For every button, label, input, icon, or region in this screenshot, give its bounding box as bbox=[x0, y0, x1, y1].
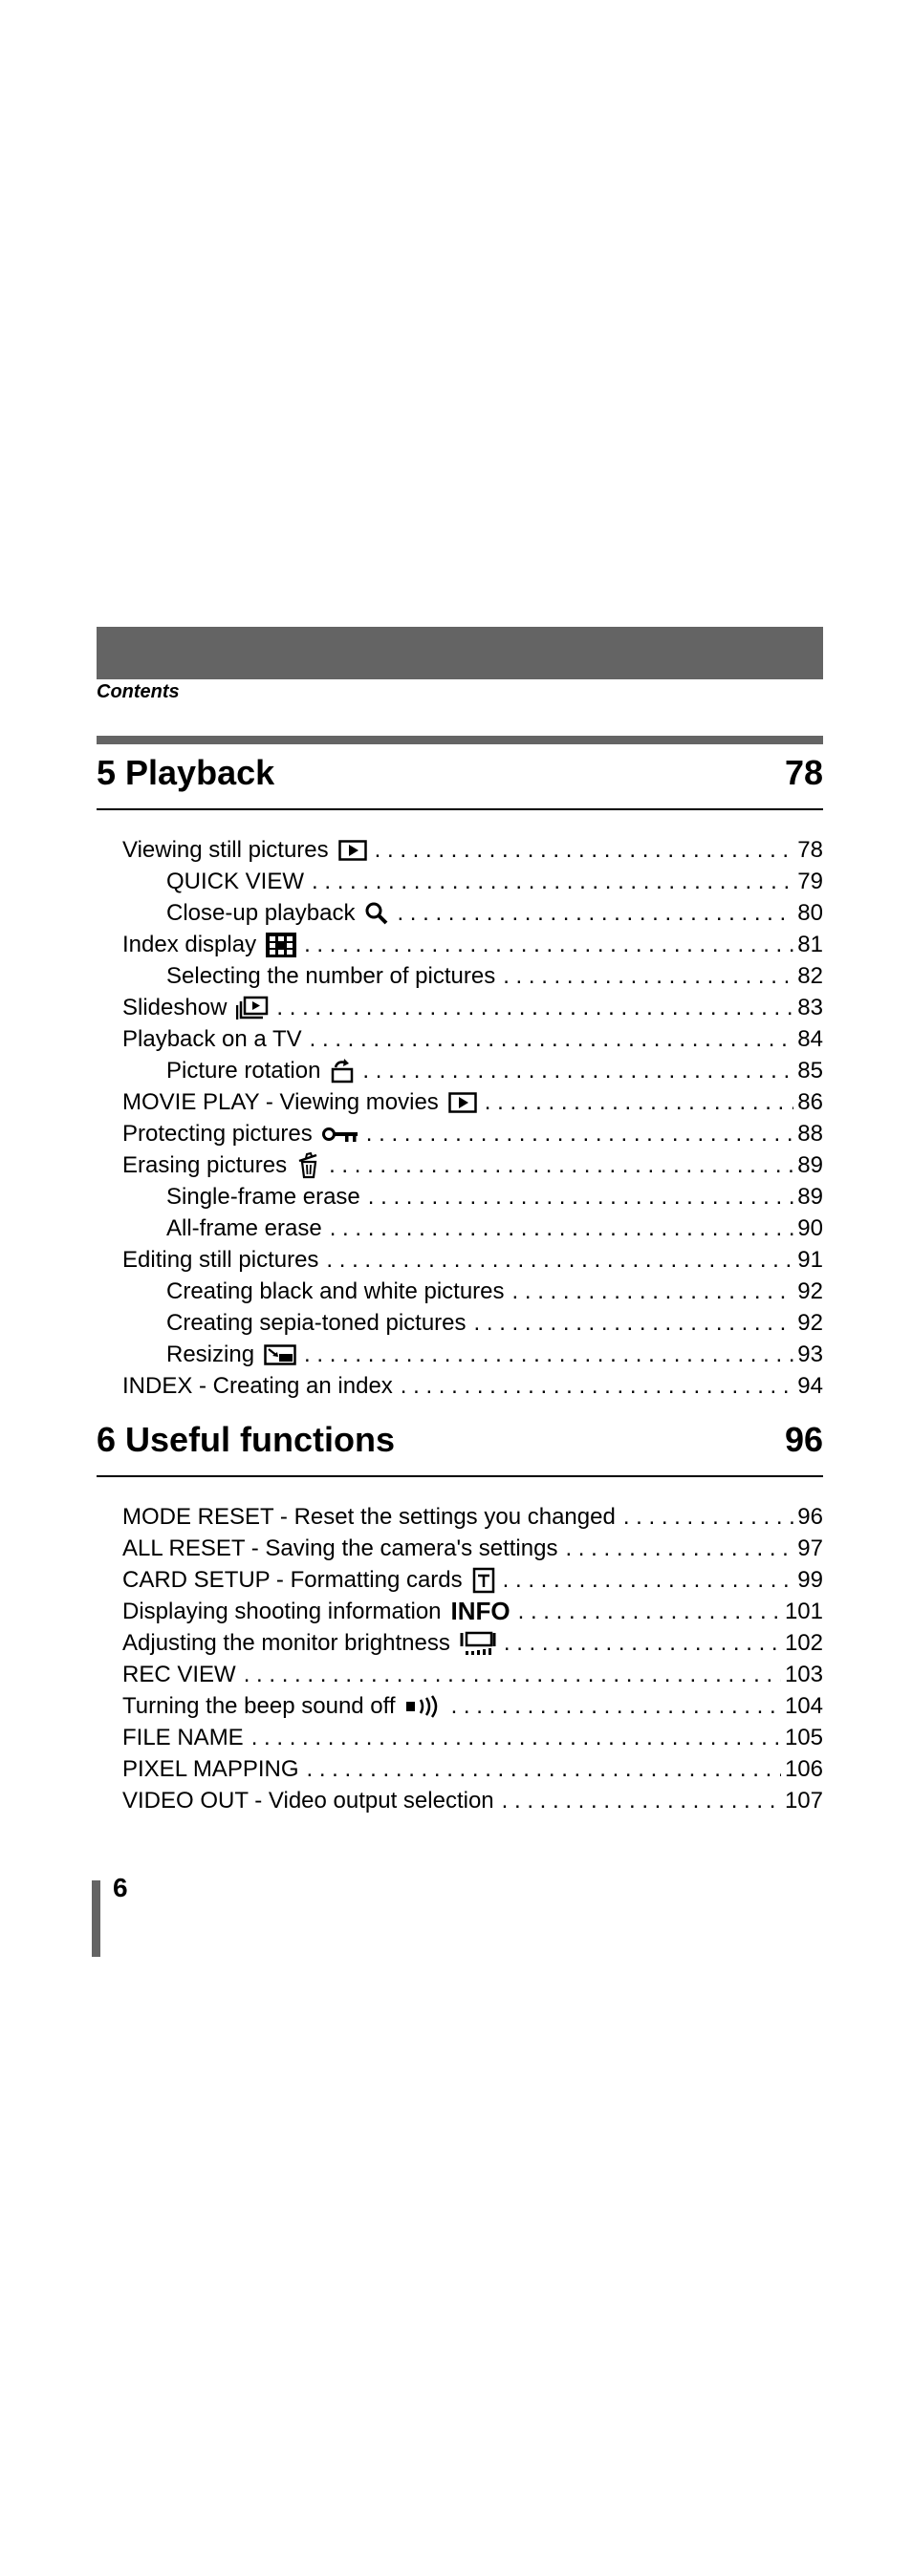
toc-entry-page: 99 bbox=[797, 1567, 823, 1593]
toc-entry-label: MODE RESET - Reset the settings you changed bbox=[122, 1504, 616, 1530]
dot-leader bbox=[244, 1659, 781, 1690]
toc-entry-label: Protecting pictures bbox=[122, 1121, 313, 1147]
toc-entry-label: Erasing pictures bbox=[122, 1152, 288, 1178]
toc-entry[interactable] bbox=[122, 1181, 823, 1213]
toc-entry-label: VIDEO OUT - Video output selection bbox=[122, 1788, 494, 1814]
toc-entry[interactable] bbox=[122, 1596, 823, 1627]
toc-entry[interactable] bbox=[122, 1149, 823, 1181]
resize-icon bbox=[264, 1344, 296, 1365]
toc-entry[interactable] bbox=[122, 866, 823, 897]
dot-leader bbox=[375, 834, 794, 866]
dot-leader bbox=[362, 1055, 793, 1086]
monitor-brightness-icon bbox=[460, 1630, 496, 1657]
toc-entry-page: 90 bbox=[797, 1215, 823, 1241]
dot-leader bbox=[518, 1596, 781, 1627]
toc-entry[interactable] bbox=[122, 1785, 823, 1816]
trash-icon bbox=[296, 1152, 321, 1179]
toc-entry[interactable] bbox=[122, 1307, 823, 1339]
dot-leader bbox=[326, 1244, 793, 1276]
toc-entry-label: Creating black and white pictures bbox=[166, 1278, 505, 1304]
dot-leader bbox=[401, 1370, 794, 1402]
toc-entry[interactable] bbox=[122, 1023, 823, 1055]
beep-sound-icon bbox=[405, 1695, 444, 1718]
toc-entry-label: Playback on a TV bbox=[122, 1026, 302, 1052]
toc-entry-label: INDEX - Creating an index bbox=[122, 1373, 393, 1399]
toc-entry-label: REC VIEW bbox=[122, 1662, 236, 1687]
info-icon-text: INFO bbox=[450, 1597, 510, 1625]
toc-entry-page: 97 bbox=[797, 1535, 823, 1561]
page-number-bar bbox=[92, 1880, 100, 1957]
toc-entry-label: Selecting the number of pictures bbox=[166, 963, 496, 989]
toc-entry-page: 82 bbox=[797, 963, 823, 989]
toc-entry-label: Turning the beep sound off bbox=[122, 1693, 396, 1719]
dot-leader bbox=[565, 1533, 793, 1564]
toc-entry-label: Adjusting the monitor brightness bbox=[122, 1630, 450, 1656]
toc-entry[interactable] bbox=[122, 1276, 823, 1307]
toc-entry-page: 103 bbox=[784, 1662, 823, 1687]
slideshow-icon bbox=[236, 996, 269, 1020]
toc-entry-page: 79 bbox=[797, 869, 823, 894]
toc-entry-page: 89 bbox=[797, 1152, 823, 1178]
toc-entry-label: FILE NAME bbox=[122, 1725, 244, 1750]
toc-entry[interactable] bbox=[122, 834, 823, 866]
dot-leader bbox=[368, 1181, 794, 1213]
section-rule bbox=[97, 1475, 823, 1477]
toc-entry-label: Picture rotation bbox=[166, 1058, 321, 1084]
toc-entry-page: 84 bbox=[797, 1026, 823, 1052]
toc-entry-page: 80 bbox=[797, 900, 823, 926]
toc-entry-label: Viewing still pictures bbox=[122, 837, 329, 863]
toc-entry[interactable] bbox=[122, 1564, 823, 1596]
toc-entry-page: 94 bbox=[797, 1373, 823, 1399]
section-title: 6 Useful functions bbox=[97, 1420, 396, 1459]
index-grid-icon bbox=[266, 933, 296, 957]
section-heading bbox=[97, 1420, 823, 1460]
toc-entry[interactable] bbox=[122, 1690, 823, 1722]
section-page: 96 bbox=[784, 1420, 823, 1459]
toc-entry-label: Close-up playback bbox=[166, 900, 356, 926]
dot-leader bbox=[312, 866, 793, 897]
toc-entry-page: 93 bbox=[797, 1342, 823, 1367]
toc-entry-label: ALL RESET - Saving the camera's settings bbox=[122, 1535, 558, 1561]
toc-entry-label: Resizing bbox=[166, 1342, 255, 1367]
toc-entry-label: Index display bbox=[122, 932, 257, 957]
key-icon bbox=[322, 1126, 358, 1143]
dot-leader bbox=[503, 1564, 794, 1596]
section-title: 5 Playback bbox=[97, 753, 275, 792]
dot-leader bbox=[366, 1118, 794, 1149]
toc-entry-page: 92 bbox=[797, 1310, 823, 1336]
toc-entry-page: 102 bbox=[784, 1630, 823, 1656]
info-icon bbox=[451, 1596, 510, 1627]
dot-leader bbox=[474, 1307, 794, 1339]
toc-entry-label: Editing still pictures bbox=[122, 1247, 319, 1273]
toc-entry-label: PIXEL MAPPING bbox=[122, 1756, 299, 1782]
toc-list-useful-functions bbox=[122, 1501, 823, 1816]
section-rule bbox=[97, 808, 823, 810]
toc-entry[interactable] bbox=[122, 1370, 823, 1402]
toc-entry[interactable] bbox=[122, 897, 823, 929]
play-icon bbox=[448, 1092, 477, 1113]
toc-entry-label: Creating sepia-toned pictures bbox=[166, 1310, 467, 1336]
dot-leader bbox=[304, 929, 793, 960]
toc-entry-page: 105 bbox=[784, 1725, 823, 1750]
play-icon bbox=[338, 840, 367, 861]
toc-entry[interactable] bbox=[122, 929, 823, 960]
dot-leader bbox=[329, 1149, 793, 1181]
dot-leader bbox=[451, 1690, 781, 1722]
toc-entry[interactable] bbox=[122, 1627, 823, 1659]
toc-entry-page: 86 bbox=[797, 1089, 823, 1115]
toc-entry[interactable] bbox=[122, 992, 823, 1023]
toc-entry-label: Single-frame erase bbox=[166, 1184, 360, 1210]
toc-entry-page: 104 bbox=[784, 1693, 823, 1719]
toc-entry-page: 81 bbox=[797, 932, 823, 957]
toc-entry-page: 91 bbox=[797, 1247, 823, 1273]
dot-leader bbox=[310, 1023, 794, 1055]
header-label: Contents bbox=[97, 681, 180, 702]
dot-leader bbox=[251, 1722, 781, 1753]
toc-entry-page: 107 bbox=[784, 1788, 823, 1814]
card-icon bbox=[472, 1567, 495, 1594]
toc-entry-label: Slideshow bbox=[122, 995, 228, 1020]
toc-entry[interactable] bbox=[122, 1055, 823, 1086]
dot-leader bbox=[276, 992, 793, 1023]
toc-entry-page: 78 bbox=[797, 837, 823, 863]
section-page: 78 bbox=[784, 753, 823, 792]
toc-entry-page: 88 bbox=[797, 1121, 823, 1147]
dot-leader bbox=[307, 1753, 781, 1785]
toc-entry[interactable] bbox=[122, 1533, 823, 1564]
toc-entry[interactable] bbox=[122, 1339, 823, 1370]
toc-entry[interactable] bbox=[122, 1086, 823, 1118]
toc-entry-page: 83 bbox=[797, 995, 823, 1020]
toc-entry-label: MOVIE PLAY - Viewing movies bbox=[122, 1089, 439, 1115]
toc-entry-page: 96 bbox=[797, 1504, 823, 1530]
toc-entry-page: 89 bbox=[797, 1184, 823, 1210]
page-number: 6 bbox=[113, 1873, 128, 1902]
toc-entry-label: Displaying shooting information bbox=[122, 1599, 442, 1624]
dot-leader bbox=[330, 1213, 794, 1244]
magnifier-icon bbox=[364, 901, 389, 926]
dot-leader bbox=[485, 1086, 794, 1118]
header-bar bbox=[97, 627, 823, 679]
section-heading bbox=[97, 753, 823, 793]
toc-entry[interactable] bbox=[122, 1244, 823, 1276]
toc-entry-label: All-frame erase bbox=[166, 1215, 322, 1241]
toc-entry[interactable] bbox=[122, 1722, 823, 1753]
toc-entry[interactable] bbox=[122, 1501, 823, 1533]
dot-leader bbox=[503, 960, 793, 992]
toc-entry-page: 106 bbox=[784, 1756, 823, 1782]
dot-leader bbox=[504, 1627, 781, 1659]
rotation-icon bbox=[330, 1059, 355, 1084]
toc-entry-page: 92 bbox=[797, 1278, 823, 1304]
toc-entry[interactable] bbox=[122, 960, 823, 992]
toc-entry-page: 101 bbox=[784, 1599, 823, 1624]
dot-leader bbox=[623, 1501, 793, 1533]
section-top-bar bbox=[97, 736, 823, 744]
toc-list-playback bbox=[122, 834, 823, 1402]
dot-leader bbox=[502, 1785, 781, 1816]
dot-leader bbox=[304, 1339, 793, 1370]
dot-leader bbox=[512, 1276, 794, 1307]
toc-entry[interactable] bbox=[122, 1753, 823, 1785]
toc-entry-label: CARD SETUP - Formatting cards bbox=[122, 1567, 463, 1593]
dot-leader bbox=[397, 897, 793, 929]
toc-entry[interactable] bbox=[122, 1659, 823, 1690]
toc-entry-label: QUICK VIEW bbox=[166, 869, 305, 894]
toc-entry[interactable] bbox=[122, 1118, 823, 1149]
toc-entry-page: 85 bbox=[797, 1058, 823, 1084]
toc-entry[interactable] bbox=[122, 1213, 823, 1244]
